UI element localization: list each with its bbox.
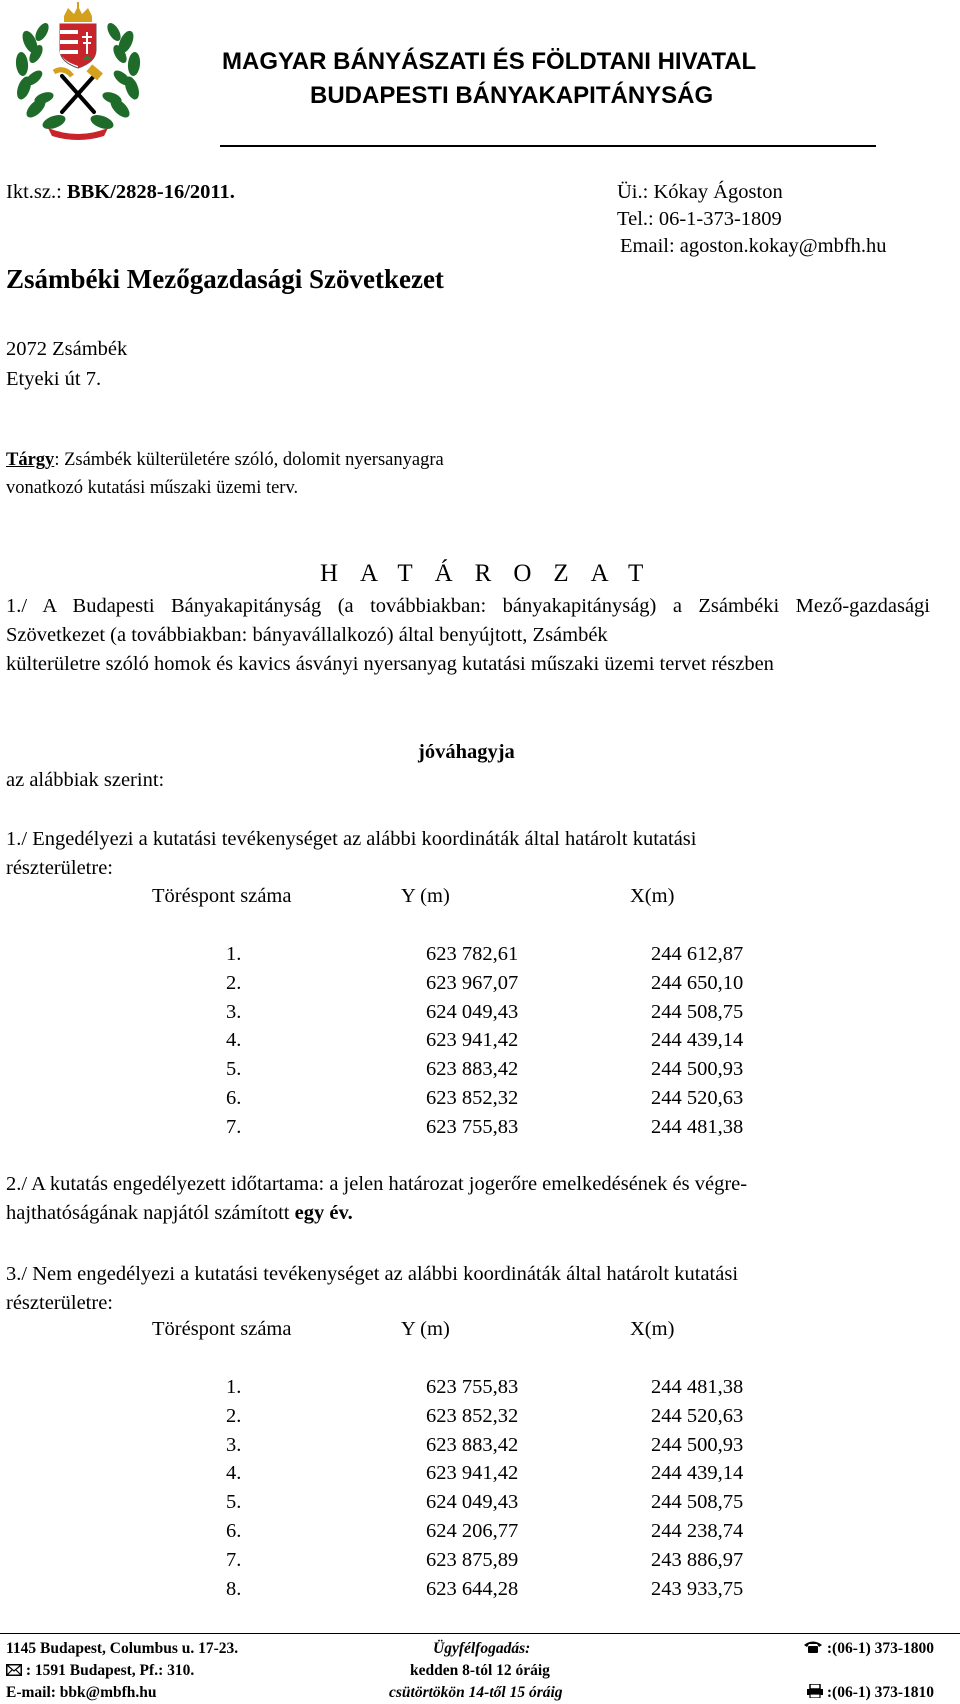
point-number: 4.	[226, 1462, 242, 1485]
footer-hours-title: Ügyfélfogadás:	[433, 1640, 531, 1657]
coordinate-row	[226, 1373, 743, 1402]
institution-name: MAGYAR BÁNYÁSZATI ÉS FÖLDTANI HIVATAL	[222, 48, 757, 75]
footer-hours-1: kedden 8-tól 12 óráig	[410, 1662, 550, 1679]
coordinate-row	[226, 1546, 743, 1575]
y-coordinate: 623 875,89	[426, 1548, 519, 1571]
point-number: 1.	[226, 943, 242, 965]
section-2-paragraph: 2./ A kutatás engedélyezett időtartama: a jelen határozat jogerőre emelkedésének és végre- hajthatóságának napjától számított egy év.	[6, 1173, 748, 1224]
coordinates-table-allowed	[226, 940, 743, 1142]
x-coordinate: 244 612,87	[651, 943, 744, 965]
footer-hours-2: csütörtökön 14-től 15 óráig	[389, 1684, 563, 1701]
x-coordinate: 244 650,10	[651, 971, 744, 994]
coordinate-row	[226, 1431, 743, 1460]
y-coordinate: 624 206,77	[426, 1519, 519, 1542]
approval-word: jóváhagyja	[418, 741, 515, 763]
y-coordinate: 624 049,43	[426, 1491, 519, 1514]
subject-line: Tárgy: Zsámbék külterületére szóló, dolomit nyersanyagra	[6, 450, 444, 470]
fax-icon	[807, 1684, 827, 1701]
subject-line-2: vonatkozó kutatási műszaki üzemi terv.	[6, 478, 299, 498]
point-number: 6.	[226, 1086, 242, 1109]
x-coordinate: 244 508,75	[651, 1491, 744, 1514]
x-coordinate: 244 439,14	[651, 1029, 744, 1052]
y-coordinate: 623 941,42	[426, 1029, 519, 1052]
coordinate-row	[226, 1488, 743, 1517]
coordinate-row	[226, 1459, 743, 1488]
recipient-name: Zsámbéki Mezőgazdasági Szövetkezet	[6, 264, 444, 294]
point-number: 5.	[226, 1491, 242, 1514]
y-coordinate: 623 852,32	[426, 1086, 519, 1109]
point-number: 8.	[226, 1577, 242, 1600]
x-coordinate: 243 886,97	[651, 1548, 744, 1571]
point-number: 4.	[226, 1029, 242, 1052]
y-coordinate: 623 644,28	[426, 1577, 519, 1600]
approval-according: az alábbiak szerint:	[6, 769, 165, 791]
col-header-y: Y (m)	[401, 885, 450, 907]
recipient-city: 2072 Zsámbék	[6, 338, 128, 360]
x-coordinate: 244 238,74	[651, 1519, 744, 1542]
intro-paragraph: 1./ A Budapesti Bányakapitányság (a továbbiakban: bányakapitányság) a Zsámbéki Mező-gazdasági Szövetkezet (a továbbiakban: bányavállalkozó) által benyújtott, Zsámbék külterületre szóló homok és kavics ásványi nyersanyag kutatási műszaki üzemi tervet részben	[6, 595, 930, 675]
point-number: 2.	[226, 971, 242, 994]
col-header-point: Töréspont száma	[152, 885, 292, 907]
envelope-icon	[6, 1662, 26, 1679]
y-coordinate: 623 852,32	[426, 1404, 519, 1427]
section-3-paragraph: 3./ Nem engedélyezi a kutatási tevékenységet az alábbi koordináták által határolt kutatási részterületre:	[6, 1263, 739, 1314]
x-coordinate: 244 520,63	[651, 1404, 744, 1427]
footer-divider	[0, 1633, 960, 1634]
col-header-x: X(m)	[630, 885, 675, 907]
point-number: 7.	[226, 1115, 242, 1138]
col-header-x-2: X(m)	[630, 1318, 675, 1340]
x-coordinate: 244 520,63	[651, 1086, 744, 1109]
institution-subunit: BUDAPESTI BÁNYAKAPITÁNYSÁG	[310, 82, 714, 109]
point-number: 1.	[226, 1376, 242, 1398]
recipient-street: Etyeki út 7.	[6, 368, 102, 390]
header-divider	[220, 145, 876, 147]
x-coordinate: 244 481,38	[651, 1115, 744, 1138]
decision-title: HATÁROZAT	[320, 560, 666, 587]
coat-of-arms-emblem	[8, 2, 148, 142]
y-coordinate: 624 049,43	[426, 1000, 519, 1023]
col-header-y-2: Y (m)	[401, 1318, 450, 1340]
y-coordinate: 623 883,42	[426, 1058, 519, 1081]
coordinates-table-denied	[226, 1373, 743, 1603]
coordinate-row	[226, 1517, 743, 1546]
y-coordinate: 623 755,83	[426, 1115, 519, 1138]
y-coordinate: 623 755,83	[426, 1376, 519, 1398]
coordinate-row	[226, 969, 743, 998]
footer-fax: :(06-1) 373-1810	[807, 1684, 934, 1702]
point-number: 3.	[226, 1000, 242, 1023]
x-coordinate: 244 508,75	[651, 1000, 744, 1023]
coordinate-row	[226, 1026, 743, 1055]
y-coordinate: 623 883,42	[426, 1433, 519, 1456]
section-1-paragraph: 1./ Engedélyezi a kutatási tevékenységet az alábbi koordináták által határolt kutatási részterületre:	[6, 828, 697, 879]
coordinate-row	[226, 1575, 743, 1604]
point-number: 7.	[226, 1548, 242, 1571]
case-handler: Üi.: Kókay Ágoston	[617, 181, 783, 203]
phone-icon	[803, 1640, 827, 1657]
y-coordinate: 623 941,42	[426, 1462, 519, 1485]
reference-number: Ikt.sz.: BBK/2828-16/2011.	[6, 181, 235, 203]
point-number: 6.	[226, 1519, 242, 1542]
coordinate-row	[226, 1084, 743, 1113]
point-number: 3.	[226, 1433, 242, 1456]
footer-postbox: : 1591 Budapest, Pf.: 310.	[6, 1662, 194, 1680]
contact-email: Email: agoston.kokay@mbfh.hu	[620, 235, 887, 257]
coordinate-row	[226, 998, 743, 1027]
x-coordinate: 244 481,38	[651, 1376, 744, 1398]
footer-email: E-mail: bbk@mbfh.hu	[6, 1684, 157, 1701]
y-coordinate: 623 782,61	[426, 943, 519, 965]
footer-address: 1145 Budapest, Columbus u. 17-23.	[6, 1640, 239, 1657]
coordinate-row	[226, 1055, 743, 1084]
y-coordinate: 623 967,07	[426, 971, 519, 994]
x-coordinate: 244 500,93	[651, 1433, 744, 1456]
coordinate-row	[226, 1113, 743, 1142]
x-coordinate: 243 933,75	[651, 1577, 744, 1600]
coordinate-row	[226, 940, 743, 969]
col-header-point-2: Töréspont száma	[152, 1318, 292, 1340]
x-coordinate: 244 500,93	[651, 1058, 744, 1081]
point-number: 2.	[226, 1404, 242, 1427]
footer-phone: :(06-1) 373-1800	[803, 1640, 934, 1658]
x-coordinate: 244 439,14	[651, 1462, 744, 1485]
point-number: 5.	[226, 1058, 242, 1081]
coordinate-row	[226, 1402, 743, 1431]
contact-phone: Tel.: 06-1-373-1809	[617, 208, 782, 230]
